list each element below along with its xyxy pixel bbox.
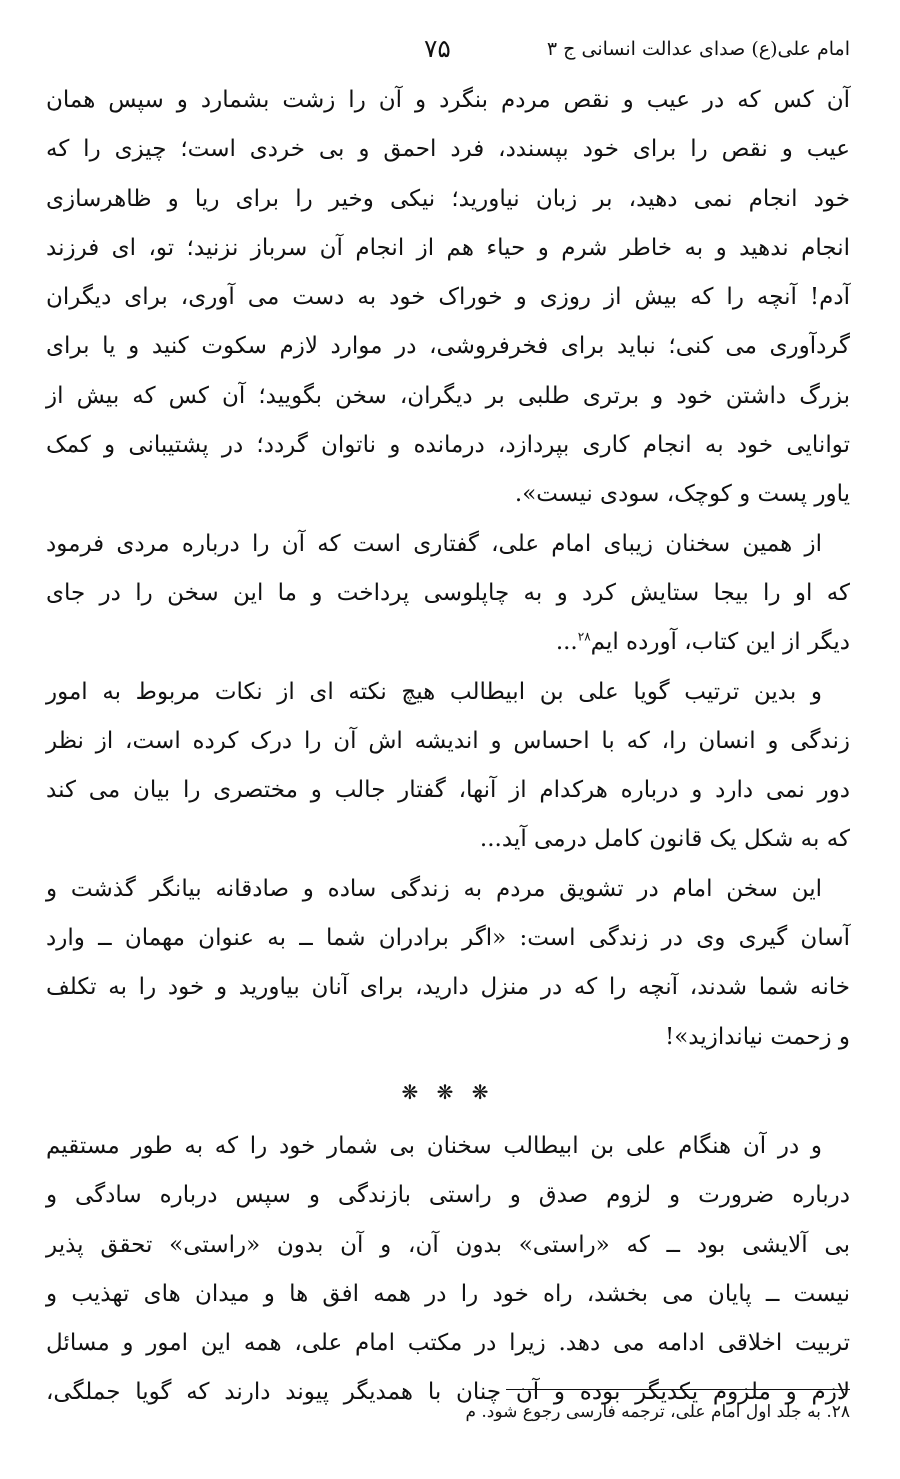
text-line: از همین سخنان زیبای امام علی، گفتاری است که آن را درباره مردی فرمود (46, 530, 822, 557)
text-line (46, 618, 850, 667)
text-line: لازم و ملزوم یکدیگر بوده و آن چنان با همدیگر پیوند دارند که گویا جملگی، (46, 1379, 850, 1406)
ellipsis: ... (555, 629, 578, 656)
text-line: این سخن امام در تشویق مردم به زندگی ساده و صادقانه بیانگر گذشت و (46, 875, 822, 902)
text-line: نیست ــ پایان می بخشد، راه خود را در همه افق ها و میدان های تهذیب و (46, 1280, 850, 1307)
footnote-marker: ۲۸ (577, 629, 591, 644)
paragraph (46, 76, 850, 520)
text-line: بی آلایشی بود ــ که «راستی» بدون آن، و آن بدون «راستی» تحقق پذیر (46, 1231, 850, 1258)
text-line: گردآوری می کنی؛ نباید برای فخرفروشی، در موارد لازم سکوت کنید و یا برای (46, 333, 850, 360)
text-line: انجام ندهید و به خاطر شرم و حیاء هم از انجام آن سرباز نزنید؛ تو، ای فرزند (46, 234, 850, 261)
text-run: دیگر از این کتاب، آورده ایم (590, 629, 850, 656)
text-line: و زحمت نیاندازید»! (664, 1023, 850, 1050)
text-line: که به شکل یک قانون کامل درمی آید... (479, 826, 850, 853)
paragraph (46, 865, 850, 1062)
footnote: ۲۸. به جلد اول امام علی، ترجمه فارسی رجوع شود. م (465, 1402, 850, 1422)
text-line: و بدین ترتیب گویا علی بن ابیطالب هیچ نکته ای از نکات مربوط به امور (46, 678, 822, 705)
text-line: دور نمی دارد و درباره هرکدام از آنها، گفتار جالب و مختصری را بیان می کند (46, 777, 850, 804)
section-separator: ❋ ❋ ❋ (401, 1079, 495, 1104)
text-line: آن کس که در عیب و نقص مردم بنگرد و آن را زشت بشمارد و سپس همان (46, 87, 850, 113)
text-line: تربیت اخلاقی ادامه می دهد. زیرا در مکتب امام علی، همه این امور و مسائل (46, 1330, 850, 1357)
text-line: زندگی و انسان را، که با احساس و اندیشه اش آن را درک کرده است، از نظر (46, 727, 850, 754)
text-line: که او را بیجا ستایش کرد و به چاپلوسی پرداخت و ما این سخن را در جای (46, 579, 850, 606)
text-line: یاور پست و کوچک، سودی نیست». (514, 481, 850, 508)
paragraph (46, 520, 850, 668)
text-line: بزرگ داشتن خود و برتری طلبی بر دیگران، سخن بگویید؛ آن کس که بیش از (46, 382, 850, 409)
text-line: درباره ضرورت و لزوم صدق و راستی بازندگی و سپس درباره سادگی و (46, 1182, 850, 1209)
text-line: خانه شما شدند، آنچه را که در منزل دارید، برای آنان بیاورید و خود را به تکلف (46, 974, 850, 1001)
text-line: و در آن هنگام علی بن ابیطالب سخنان بی شمار خود را که به طور مستقیم (46, 1132, 822, 1159)
paragraph (46, 1122, 850, 1418)
text-line: آسان گیری وی در زندگی است: «اگر برادران شما ــ به عنوان مهمان ــ وارد (46, 925, 850, 952)
page-number: ۷۵ (424, 34, 451, 63)
text-line: خود انجام نمی دهید، بر زبان نیاورید؛ نیکی وخیر را برای ریا و ظاهرسازی (46, 185, 850, 212)
header-title: امام علی(ع) صدای عدالت انسانی ج ۳ (546, 38, 850, 60)
paragraph (46, 668, 850, 865)
footnote-divider (506, 1389, 850, 1390)
text-line: آدم! آنچه را که بیش از روزی و خوراک خود به دست می آوری، برای دیگران (46, 284, 850, 311)
text-line: توانایی خود به انجام کاری بپردازد، درمانده و ناتوان گردد؛ در پشتیبانی و کمک (46, 432, 850, 459)
body-text (46, 76, 850, 1418)
text-line: عیب و نقص را برای خود بپسندد، فرد احمق و بی خردی است؛ چیزی را که (46, 136, 850, 163)
running-header (0, 34, 900, 70)
